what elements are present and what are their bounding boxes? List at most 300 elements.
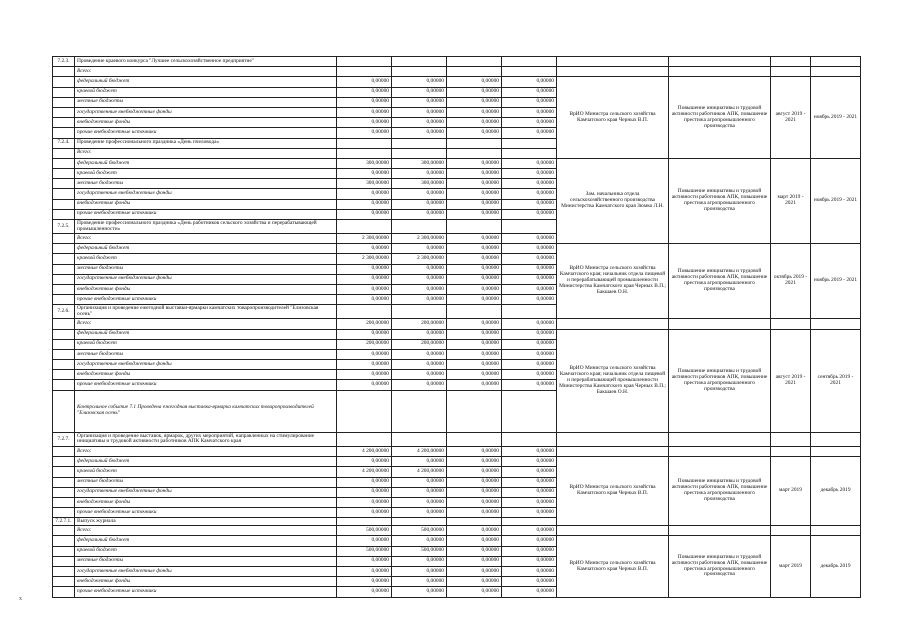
- funding-source-label: федеральный бюджет: [75, 457, 337, 467]
- amount-cell: 0,00000: [447, 446, 502, 456]
- amount-cell: 0,00000: [502, 546, 557, 556]
- amount-cell: 500,00000: [337, 546, 392, 556]
- amount-cell: 0,00000: [502, 77, 557, 87]
- amount-cell: 0,00000: [502, 567, 557, 577]
- amount-cell: 0,00000: [337, 349, 392, 359]
- empty-cell: [669, 432, 771, 446]
- section-row: [53, 432, 861, 446]
- amount-cell: 0,00000: [447, 467, 502, 477]
- amount-cell: 0,00000: [447, 556, 502, 566]
- amount-cell: 0,00000: [392, 97, 447, 107]
- empty-cell: [53, 319, 75, 329]
- amount-cell: 0,00000: [502, 158, 557, 168]
- amount-cell: 0,00000: [447, 128, 502, 138]
- amount-cell: 0,00000: [447, 244, 502, 254]
- amount-cell: 0,00000: [447, 189, 502, 199]
- amount-cell: 0,00000: [502, 477, 557, 487]
- amount-cell: 0,00000: [337, 209, 392, 219]
- empty-cell: [53, 497, 75, 507]
- amount-cell: 0,00000: [447, 284, 502, 294]
- amount-cell: 0,00000: [447, 457, 502, 467]
- funding-source-label: Всего:: [75, 319, 337, 329]
- amount-cell: 0,00000: [447, 487, 502, 497]
- empty-cell: [53, 274, 75, 284]
- amount-cell: 0,00000: [447, 118, 502, 128]
- amount-cell: [337, 148, 392, 158]
- empty-cell: [337, 305, 392, 319]
- end-date: декабрь 2019: [811, 536, 861, 597]
- empty-cell: [669, 446, 771, 456]
- empty-cell: [669, 526, 771, 536]
- amount-cell: 0,00000: [447, 508, 502, 518]
- amount-cell: 0,00000: [447, 158, 502, 168]
- amount-cell: 0,00000: [337, 284, 392, 294]
- amount-cell: 0,00000: [337, 189, 392, 199]
- empty-cell: [502, 220, 557, 234]
- amount-cell: 300,00000: [392, 158, 447, 168]
- empty-cell: [53, 158, 75, 168]
- empty-cell: [53, 254, 75, 264]
- amount-cell: 0,00000: [502, 254, 557, 264]
- amount-cell: 200,00000: [392, 339, 447, 349]
- end-date: декабрь 2019: [811, 457, 861, 526]
- amount-cell: 0,00000: [337, 567, 392, 577]
- responsible-executor: Зам. начальника отдела сельскохозяйственного производства Министерства Камчатского края Зюмко Л.Н.: [557, 158, 669, 243]
- amount-cell: 0,00000: [447, 497, 502, 507]
- funding-source-label: прочие внебюджетные источники: [75, 508, 337, 518]
- empty-cell: [53, 148, 75, 158]
- amount-cell: 0,00000: [447, 107, 502, 117]
- funding-source-label: внебюджетные фонды: [75, 577, 337, 587]
- amount-cell: 0,00000: [447, 370, 502, 380]
- empty-cell: [53, 467, 75, 477]
- amount-cell: 500,00000: [392, 526, 447, 536]
- amount-cell: 0,00000: [337, 536, 392, 546]
- empty-cell: [53, 339, 75, 349]
- funding-source-label: краевой бюджет: [75, 254, 337, 264]
- empty-cell: [811, 526, 861, 536]
- amount-cell: 2 300,00000: [337, 234, 392, 244]
- amount-cell: 0,00000: [337, 295, 392, 305]
- amount-cell: 0,00000: [337, 556, 392, 566]
- amount-cell: 0,00000: [392, 169, 447, 179]
- section-row: [53, 57, 861, 67]
- funding-row: [53, 77, 861, 87]
- empty-cell: [53, 329, 75, 339]
- amount-cell: 0,00000: [447, 546, 502, 556]
- amount-cell: [502, 67, 557, 77]
- amount-cell: 0,00000: [392, 244, 447, 254]
- start-date: август 2019 - 2021: [771, 77, 811, 159]
- amount-cell: 0,00000: [447, 329, 502, 339]
- amount-cell: 0,00000: [447, 169, 502, 179]
- empty-cell: [53, 244, 75, 254]
- start-date: март 2019: [771, 536, 811, 597]
- amount-cell: 0,00000: [392, 556, 447, 566]
- amount-cell: 2 300,00000: [392, 254, 447, 264]
- program-table: [52, 56, 860, 598]
- funding-source-label: местные бюджеты: [75, 349, 337, 359]
- amount-cell: 0,00000: [392, 209, 447, 219]
- funding-row: [53, 446, 861, 456]
- funding-source-label: краевой бюджет: [75, 546, 337, 556]
- amount-cell: 0,00000: [502, 274, 557, 284]
- funding-row: [53, 329, 861, 339]
- amount-cell: 0,00000: [447, 87, 502, 97]
- empty-cell: [502, 432, 557, 446]
- end-date: сентябрь 2019 - 2021: [811, 329, 861, 432]
- amount-cell: 0,00000: [337, 380, 392, 390]
- responsible-executor: ВрИО Министра сельского хозяйства Камчатского края Черных В.П.: [557, 536, 669, 597]
- empty-cell: [53, 199, 75, 209]
- amount-cell: 0,00000: [447, 209, 502, 219]
- amount-cell: 0,00000: [502, 446, 557, 456]
- empty-cell: [447, 518, 502, 526]
- amount-cell: 0,00000: [392, 457, 447, 467]
- start-date: август 2019 - 2021: [771, 329, 811, 432]
- empty-cell: [502, 518, 557, 526]
- empty-cell: [53, 87, 75, 97]
- amount-cell: 0,00000: [502, 199, 557, 209]
- amount-cell: 0,00000: [502, 467, 557, 477]
- empty-cell: [53, 349, 75, 359]
- section-number: 7.2.5.: [53, 220, 75, 234]
- empty-cell: [53, 97, 75, 107]
- empty-cell: [337, 57, 392, 67]
- amount-cell: 0,00000: [337, 577, 392, 587]
- amount-cell: 0,00000: [337, 274, 392, 284]
- amount-cell: 0,00000: [392, 329, 447, 339]
- start-date: март 2019 - 2021: [771, 158, 811, 243]
- empty-cell: [53, 477, 75, 487]
- empty-cell: [53, 457, 75, 467]
- amount-cell: 0,00000: [337, 264, 392, 274]
- amount-cell: 0,00000: [392, 567, 447, 577]
- section-title: Выпуск журнала: [75, 518, 337, 526]
- section-title: Проведение профессионального праздника «День пчеловода»: [75, 138, 337, 148]
- amount-cell: 0,00000: [337, 360, 392, 370]
- amount-cell: 0,00000: [447, 587, 502, 597]
- funding-source-label: местные бюджеты: [75, 477, 337, 487]
- amount-cell: 200,00000: [392, 319, 447, 329]
- funding-source-label: местные бюджеты: [75, 97, 337, 107]
- amount-cell: 0,00000: [392, 349, 447, 359]
- expected-result: Повышение инициативы и трудовой активности работников АПК, повышение престижа агропромышленного производства: [669, 158, 771, 243]
- funding-row: [53, 244, 861, 254]
- empty-cell: [669, 67, 771, 77]
- section-title: Организация и проведение выставок, ярмарок, других мероприятий, направленных на стимулирование инициативы и трудовой активности работников АПК Камчатского края: [75, 432, 337, 446]
- section-title: Проведение профессионального праздника «День работников сельского хозяйства и перерабатывающей промышленности»: [75, 220, 337, 234]
- amount-cell: 0,00000: [502, 457, 557, 467]
- amount-cell: [337, 67, 392, 77]
- amount-cell: 0,00000: [447, 349, 502, 359]
- amount-cell: 0,00000: [502, 508, 557, 518]
- amount-cell: 0,00000: [502, 189, 557, 199]
- empty-cell: [53, 567, 75, 577]
- empty-cell: [337, 432, 392, 446]
- amount-cell: 0,00000: [447, 295, 502, 305]
- amount-cell: 0,00000: [392, 77, 447, 87]
- amount-cell: 0,00000: [502, 339, 557, 349]
- amount-cell: 0,00000: [447, 319, 502, 329]
- amount-cell: 0,00000: [502, 329, 557, 339]
- funding-row: [53, 319, 861, 329]
- amount-cell: 0,00000: [502, 179, 557, 189]
- amount-cell: 0,00000: [392, 370, 447, 380]
- end-date: ноябрь 2019 - 2021: [811, 244, 861, 319]
- empty-cell: [557, 319, 669, 329]
- amount-cell: 0,00000: [447, 77, 502, 87]
- amount-cell: 0,00000: [502, 360, 557, 370]
- empty-cell: [53, 508, 75, 518]
- funding-source-label: краевой бюджет: [75, 339, 337, 349]
- amount-cell: 0,00000: [447, 264, 502, 274]
- amount-cell: 0,00000: [337, 118, 392, 128]
- amount-cell: [392, 148, 447, 158]
- empty-cell: [337, 138, 392, 148]
- funding-source-label: краевой бюджет: [75, 87, 337, 97]
- amount-cell: 0,00000: [392, 118, 447, 128]
- amount-cell: 300,00000: [337, 158, 392, 168]
- amount-cell: 0,00000: [337, 477, 392, 487]
- amount-cell: 500,00000: [392, 546, 447, 556]
- empty-cell: [557, 446, 669, 456]
- amount-cell: 0,00000: [502, 244, 557, 254]
- amount-cell: 0,00000: [447, 254, 502, 264]
- amount-cell: 0,00000: [447, 526, 502, 536]
- empty-cell: [337, 390, 392, 432]
- amount-cell: 0,00000: [502, 370, 557, 380]
- funding-source-label: внебюджетные фонды: [75, 199, 337, 209]
- amount-cell: 0,00000: [337, 97, 392, 107]
- stray-mark: х: [19, 596, 22, 602]
- amount-cell: 0,00000: [337, 487, 392, 497]
- empty-cell: [557, 526, 669, 536]
- amount-cell: 0,00000: [392, 199, 447, 209]
- responsible-executor: ВрИО Министра сельского хозяйства Камчатского края Черных В.П.: [557, 77, 669, 159]
- empty-cell: [53, 380, 75, 390]
- funding-source-label: местные бюджеты: [75, 179, 337, 189]
- empty-cell: [53, 107, 75, 117]
- empty-cell: [53, 67, 75, 77]
- amount-cell: 0,00000: [337, 508, 392, 518]
- amount-cell: 0,00000: [447, 97, 502, 107]
- amount-cell: 0,00000: [337, 87, 392, 97]
- empty-cell: [53, 536, 75, 546]
- empty-cell: [447, 390, 502, 432]
- section-title: Проведение краевого конкурса "Лучшее сельскохозяйственное предприятие": [75, 57, 337, 67]
- empty-cell: [53, 390, 75, 432]
- section-number: 7.2.3.: [53, 57, 75, 67]
- amount-cell: 0,00000: [502, 487, 557, 497]
- amount-cell: 0,00000: [447, 360, 502, 370]
- amount-cell: 0,00000: [337, 587, 392, 597]
- amount-cell: 0,00000: [337, 457, 392, 467]
- expected-result: Повышение инициативы и трудовой активности работников АПК, повышение престижа агропромышленного производства: [669, 457, 771, 526]
- amount-cell: 0,00000: [447, 380, 502, 390]
- amount-cell: 0,00000: [502, 264, 557, 274]
- amount-cell: 0,00000: [392, 264, 447, 274]
- amount-cell: 0,00000: [502, 284, 557, 294]
- amount-cell: 0,00000: [502, 587, 557, 597]
- amount-cell: 0,00000: [502, 295, 557, 305]
- funding-source-label: прочие внебюджетные источники: [75, 209, 337, 219]
- empty-cell: [771, 446, 811, 456]
- amount-cell: 4 200,00000: [337, 446, 392, 456]
- amount-cell: 0,00000: [502, 234, 557, 244]
- empty-cell: [53, 587, 75, 597]
- amount-cell: 0,00000: [337, 370, 392, 380]
- amount-cell: [447, 67, 502, 77]
- amount-cell: 0,00000: [502, 107, 557, 117]
- funding-row: [53, 158, 861, 168]
- empty-cell: [392, 390, 447, 432]
- empty-cell: [53, 360, 75, 370]
- amount-cell: 0,00000: [337, 107, 392, 117]
- empty-cell: [53, 370, 75, 380]
- funding-source-label: федеральный бюджет: [75, 77, 337, 87]
- amount-cell: 0,00000: [447, 536, 502, 546]
- empty-cell: [53, 169, 75, 179]
- section-number: 7.2.4.: [53, 138, 75, 148]
- amount-cell: 0,00000: [502, 349, 557, 359]
- amount-cell: 0,00000: [502, 556, 557, 566]
- amount-cell: 0,00000: [337, 329, 392, 339]
- empty-cell: [53, 118, 75, 128]
- amount-cell: 0,00000: [337, 128, 392, 138]
- amount-cell: [447, 148, 502, 158]
- amount-cell: 0,00000: [392, 274, 447, 284]
- amount-cell: 4 200,00000: [337, 467, 392, 477]
- expected-result: Повышение инициативы и трудовой активности работников АПК, повышение престижа агропромышленного производства: [669, 536, 771, 597]
- empty-cell: [53, 526, 75, 536]
- empty-cell: [557, 432, 669, 446]
- amount-cell: 0,00000: [502, 319, 557, 329]
- amount-cell: 0,00000: [447, 339, 502, 349]
- empty-cell: [811, 57, 861, 67]
- section-title: Организация и проведение ежегодной выставки-ярмарки камчатских товаропроизводителей "Елизовская осень": [75, 305, 337, 319]
- amount-cell: 0,00000: [502, 380, 557, 390]
- empty-cell: [557, 57, 669, 67]
- funding-source-label: внебюджетные фонды: [75, 370, 337, 380]
- amount-cell: 0,00000: [392, 487, 447, 497]
- amount-cell: 0,00000: [502, 577, 557, 587]
- empty-cell: [771, 432, 811, 446]
- amount-cell: 0,00000: [337, 199, 392, 209]
- amount-cell: [502, 148, 557, 158]
- expected-result: Повышение инициативы и трудовой активности работников АПК, повышение престижа агропромышленного производства: [669, 77, 771, 159]
- amount-cell: 0,00000: [392, 577, 447, 587]
- empty-cell: [392, 220, 447, 234]
- empty-cell: [557, 67, 669, 77]
- amount-cell: 300,00000: [337, 179, 392, 189]
- end-date: ноябрь 2019 - 2021: [811, 158, 861, 243]
- funding-source-label: внебюджетные фонды: [75, 497, 337, 507]
- end-date: ноябрь 2019 - 2021: [811, 77, 861, 159]
- activities-table: [52, 56, 861, 598]
- funding-source-label: государственные внебюджетные фонды: [75, 107, 337, 117]
- amount-cell: 0,00000: [392, 189, 447, 199]
- funding-row: [53, 536, 861, 546]
- funding-source-label: государственные внебюджетные фонды: [75, 189, 337, 199]
- funding-source-label: местные бюджеты: [75, 556, 337, 566]
- empty-cell: [337, 518, 392, 526]
- empty-cell: [669, 319, 771, 329]
- start-date: октябрь 2019 - 2021: [771, 244, 811, 319]
- amount-cell: 0,00000: [502, 87, 557, 97]
- amount-cell: 300,00000: [392, 179, 447, 189]
- amount-cell: 0,00000: [502, 209, 557, 219]
- funding-source-label: федеральный бюджет: [75, 329, 337, 339]
- amount-cell: 0,00000: [392, 497, 447, 507]
- empty-cell: [811, 432, 861, 446]
- funding-source-label: внебюджетные фонды: [75, 284, 337, 294]
- amount-cell: 0,00000: [392, 295, 447, 305]
- empty-cell: [502, 390, 557, 432]
- funding-source-label: государственные внебюджетные фонды: [75, 487, 337, 497]
- amount-cell: 0,00000: [447, 199, 502, 209]
- amount-cell: 0,00000: [502, 536, 557, 546]
- funding-row: [53, 67, 861, 77]
- empty-cell: [53, 556, 75, 566]
- amount-cell: 0,00000: [337, 169, 392, 179]
- funding-row: [53, 526, 861, 536]
- empty-cell: [53, 128, 75, 138]
- empty-cell: [53, 295, 75, 305]
- amount-cell: 0,00000: [337, 497, 392, 507]
- empty-cell: [771, 57, 811, 67]
- amount-cell: 0,00000: [392, 284, 447, 294]
- empty-cell: [447, 57, 502, 67]
- funding-source-label: местные бюджеты: [75, 264, 337, 274]
- amount-cell: [392, 67, 447, 77]
- empty-cell: [53, 77, 75, 87]
- funding-source-label: государственные внебюджетные фонды: [75, 567, 337, 577]
- amount-cell: 2 300,00000: [337, 254, 392, 264]
- amount-cell: 0,00000: [447, 567, 502, 577]
- funding-source-label: краевой бюджет: [75, 169, 337, 179]
- funding-source-label: федеральный бюджет: [75, 244, 337, 254]
- funding-source-label: Всего:: [75, 67, 337, 77]
- empty-cell: [447, 432, 502, 446]
- section-number: 7.2.7.: [53, 432, 75, 446]
- empty-cell: [447, 138, 502, 148]
- empty-cell: [53, 264, 75, 274]
- amount-cell: 0,00000: [447, 477, 502, 487]
- amount-cell: 0,00000: [337, 244, 392, 254]
- empty-cell: [392, 432, 447, 446]
- funding-source-label: прочие внебюджетные источники: [75, 380, 337, 390]
- control-event-text: Контрольное событие 7.1 Проведена ежегодная выставка-ярмарка камчатских товаропроизводителей "Елизовская осень": [75, 390, 337, 432]
- amount-cell: 4 200,00000: [392, 446, 447, 456]
- empty-cell: [53, 179, 75, 189]
- empty-cell: [502, 305, 557, 319]
- amount-cell: 0,00000: [392, 587, 447, 597]
- empty-cell: [53, 446, 75, 456]
- empty-cell: [669, 57, 771, 67]
- responsible-executor: ВрИО Министра сельского хозяйства Камчатского края; начальник отдела пищевой и перерабатывающей промышленности Министерства Камчатского края Черных В.П.; Бакшаев О.Н.: [557, 244, 669, 319]
- amount-cell: 2 300,00000: [392, 234, 447, 244]
- amount-cell: 200,00000: [337, 339, 392, 349]
- empty-cell: [771, 67, 811, 77]
- amount-cell: 0,00000: [502, 128, 557, 138]
- amount-cell: 0,00000: [447, 577, 502, 587]
- empty-cell: [337, 220, 392, 234]
- amount-cell: 0,00000: [392, 536, 447, 546]
- funding-source-label: прочие внебюджетные источники: [75, 587, 337, 597]
- empty-cell: [53, 487, 75, 497]
- empty-cell: [811, 67, 861, 77]
